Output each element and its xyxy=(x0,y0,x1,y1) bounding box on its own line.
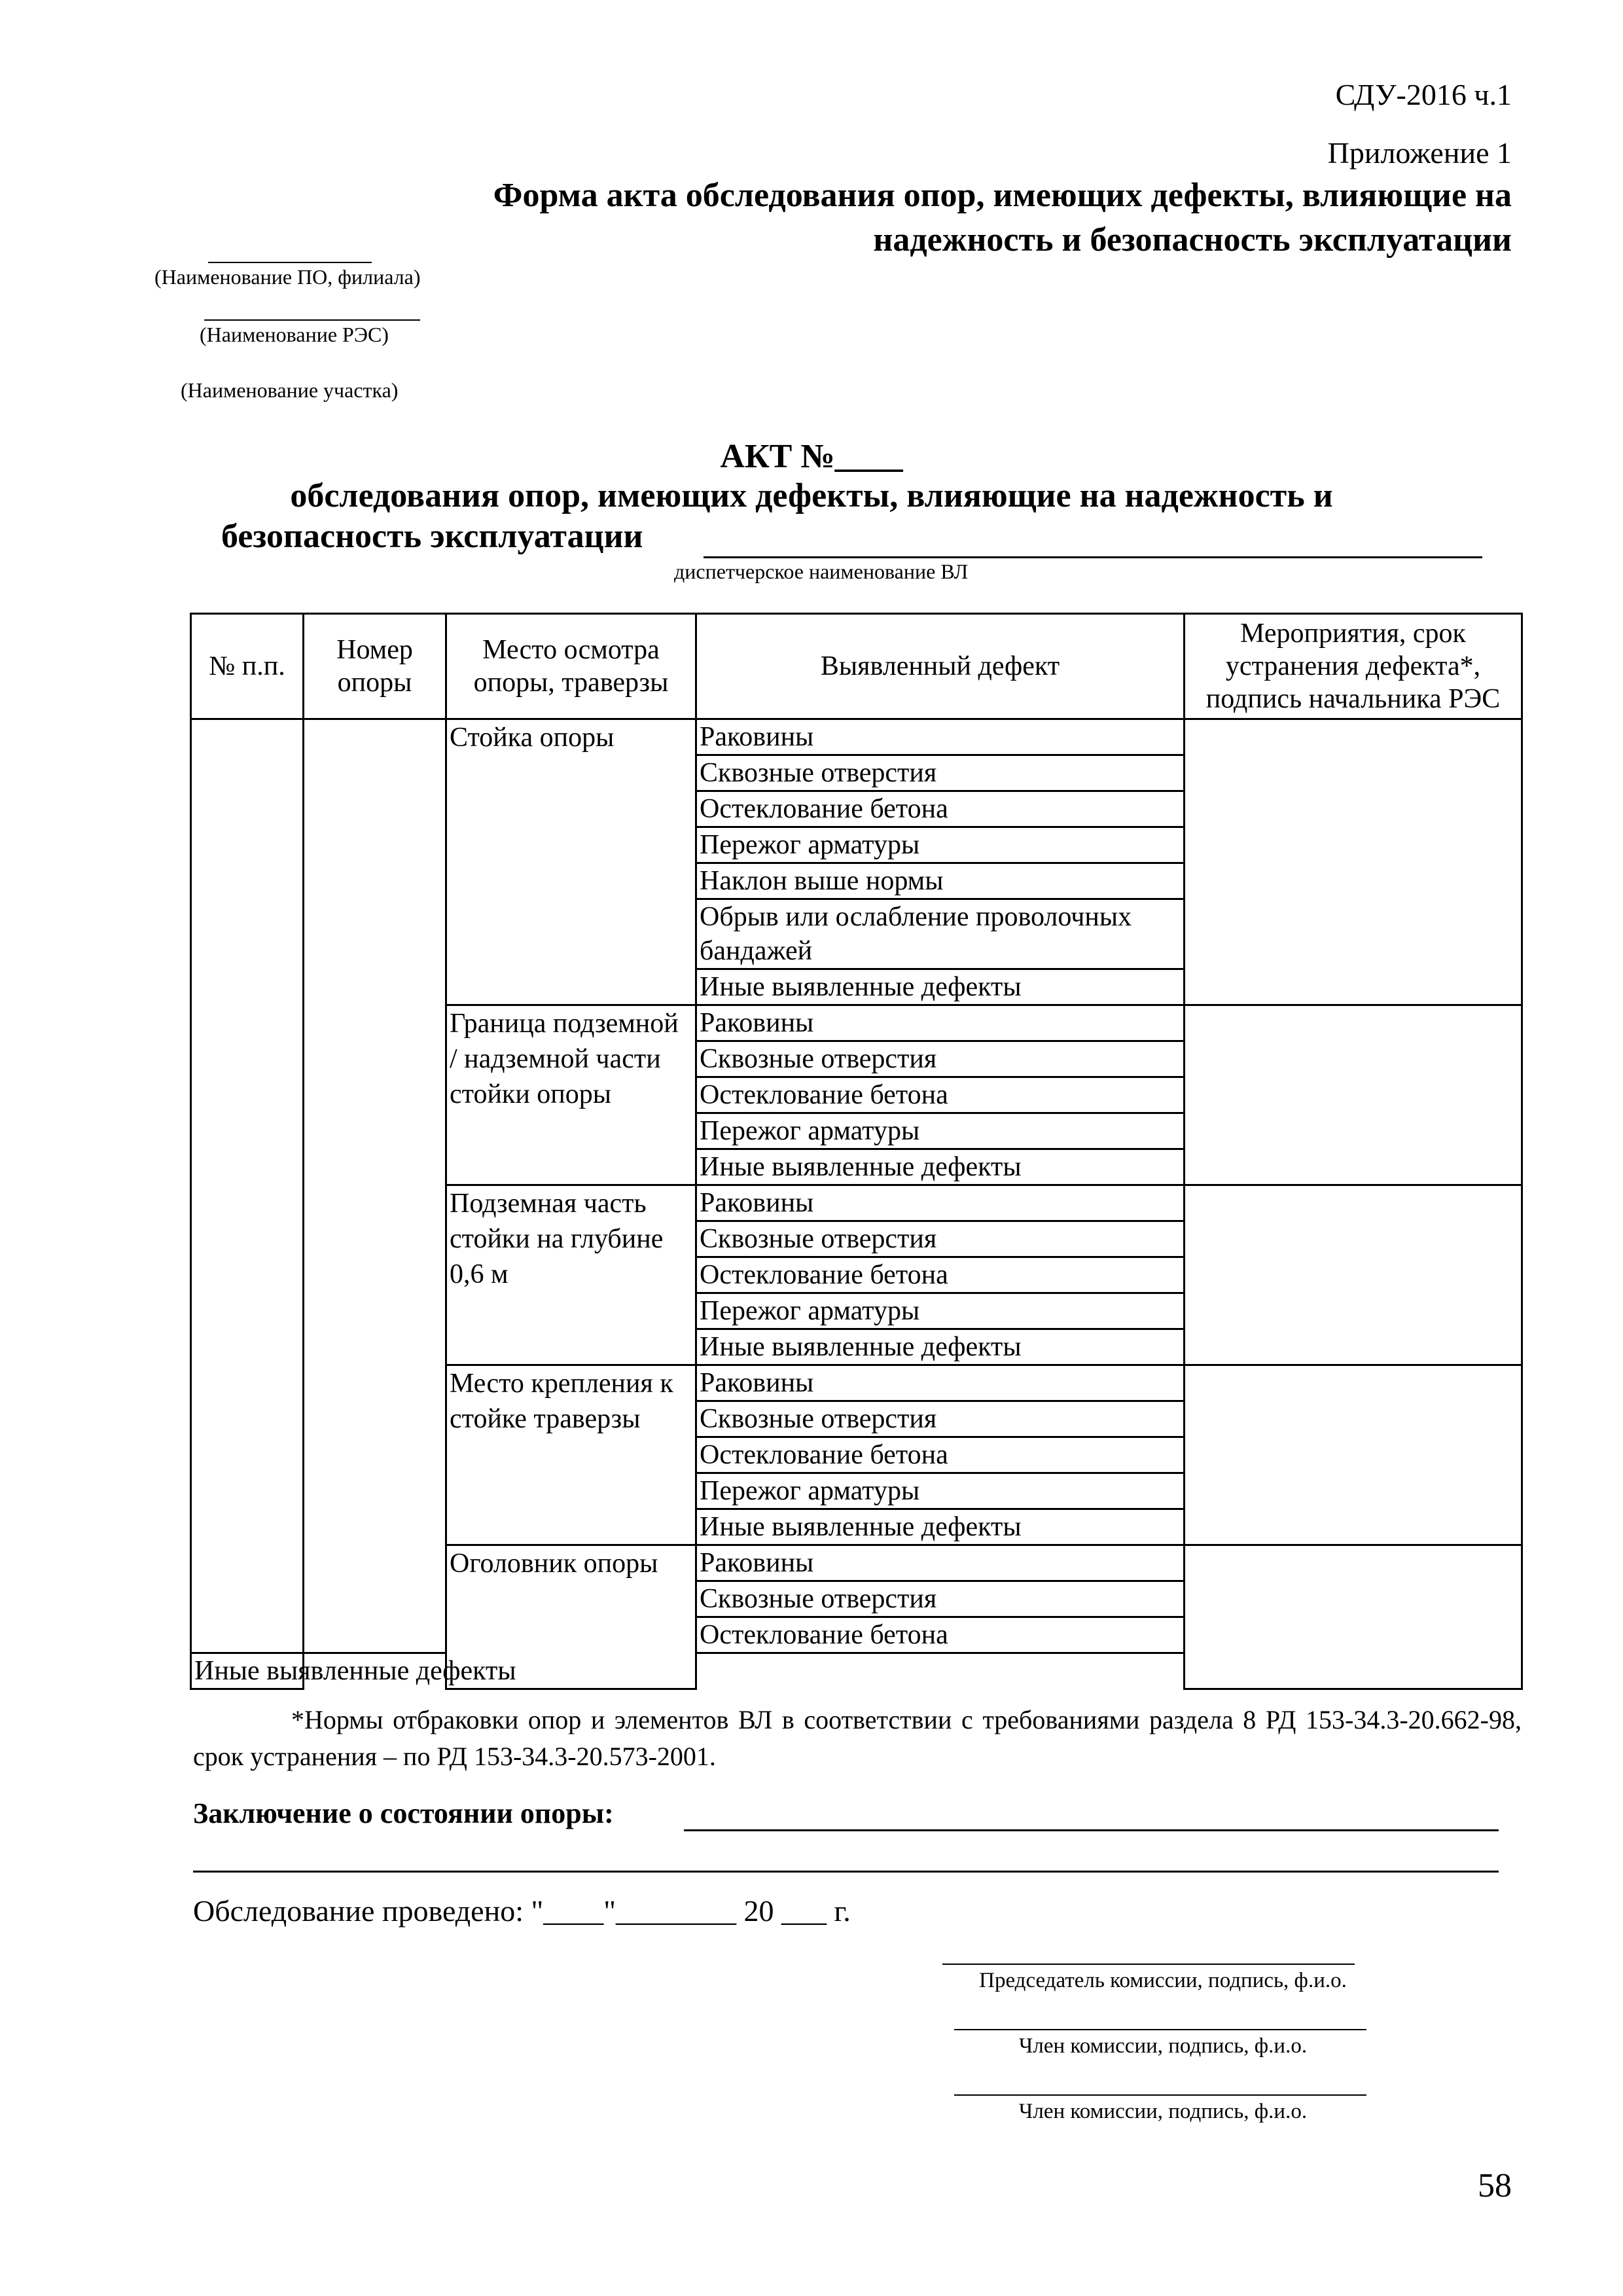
cell-place-5: Оголовник опоры xyxy=(446,1545,696,1689)
defect-cell[interactable]: Иные выявленные дефекты xyxy=(191,1653,304,1689)
member-1-signature-caption: Член комиссии, подпись, ф.и.о. xyxy=(1018,2034,1308,2058)
col-header-support-number: Номер опоры xyxy=(304,614,446,719)
defect-cell[interactable]: Иные выявленные дефекты xyxy=(696,1149,1185,1185)
defect-cell[interactable]: Иные выявленные дефекты xyxy=(696,969,1185,1005)
table-header-row xyxy=(191,614,1522,719)
act-title-line-2: безопасность эксплуатации xyxy=(221,518,643,555)
vl-name-caption: диспетчерское наименование ВЛ xyxy=(674,560,969,583)
defect-cell[interactable]: Сквозные отверстия xyxy=(696,1041,1185,1077)
defect-cell[interactable]: Раковины xyxy=(696,1365,1185,1401)
form-title xyxy=(268,173,1512,262)
cell-measures-2[interactable] xyxy=(1185,1005,1522,1185)
cell-item-number[interactable] xyxy=(191,719,304,1653)
act-number: АКТ №____ xyxy=(720,438,903,475)
table-row xyxy=(191,719,1522,755)
col-header-no: № п.п. xyxy=(191,614,304,719)
chairman-signature-line[interactable] xyxy=(942,1964,1355,1965)
cell-place-3: Подземная часть стойки на глубине 0,6 м xyxy=(446,1185,696,1365)
po-name-line[interactable] xyxy=(208,262,372,263)
defect-cell[interactable]: Раковины xyxy=(696,719,1185,755)
defect-cell[interactable]: Пережог арматуры xyxy=(696,827,1185,863)
page-number: 58 xyxy=(1478,2167,1512,2204)
defect-cell[interactable]: Пережог арматуры xyxy=(696,1113,1185,1149)
act-title-line-1: обследования опор, имеющих дефекты, влияющие на надежность и xyxy=(290,477,1333,514)
defect-cell[interactable]: Обрыв или ослабление проволочных бандажей xyxy=(696,899,1185,969)
member-2-signature-caption: Член комиссии, подпись, ф.и.о. xyxy=(1018,2100,1308,2123)
cell-measures-3[interactable] xyxy=(1185,1185,1522,1365)
defect-cell[interactable]: Сквозные отверстия xyxy=(696,1581,1185,1617)
cell-measures-1[interactable] xyxy=(1185,719,1522,1005)
cell-place-4: Место крепления к стойке траверзы xyxy=(446,1365,696,1545)
defect-cell[interactable]: Остеклование бетона xyxy=(696,1257,1185,1293)
conclusion-line-2[interactable] xyxy=(193,1871,1499,1873)
defect-cell[interactable]: Пережог арматуры xyxy=(696,1473,1185,1509)
cell-measures-5[interactable] xyxy=(1185,1545,1522,1689)
document-code: СДУ-2016 ч.1 xyxy=(1335,78,1512,111)
defect-cell[interactable]: Остеклование бетона xyxy=(696,1437,1185,1473)
col-header-measures: Мероприятия, срок устранения дефекта*, подпись начальника РЭС xyxy=(1185,614,1522,719)
conclusion-label: Заключение о состоянии опоры: xyxy=(193,1797,614,1829)
form-title-line-2: надежность и безопасность эксплуатации xyxy=(873,221,1512,259)
defect-cell[interactable]: Раковины xyxy=(696,1005,1185,1041)
defect-cell[interactable]: Остеклование бетона xyxy=(696,791,1185,827)
form-title-line-1: Форма акта обследования опор, имеющих дефекты, влияющие на xyxy=(493,177,1512,214)
res-name-caption: (Наименование РЭС) xyxy=(200,323,389,346)
res-name-line[interactable] xyxy=(204,319,420,321)
member-1-signature-line[interactable] xyxy=(954,2029,1366,2030)
defect-cell[interactable]: Иные выявленные дефекты xyxy=(696,1509,1185,1545)
appendix-label: Приложение 1 xyxy=(1327,136,1512,170)
defect-cell[interactable]: Остеклование бетона xyxy=(696,1617,1185,1653)
cell-measures-4[interactable] xyxy=(1185,1365,1522,1545)
cell-place-1: Стойка опоры xyxy=(446,719,696,1005)
cell-place-2: Граница подземной / надземной части стойки опоры xyxy=(446,1005,696,1185)
defect-cell[interactable]: Сквозные отверстия xyxy=(696,1221,1185,1257)
section-name-caption: (Наименование участка) xyxy=(181,378,399,402)
vl-name-line[interactable] xyxy=(704,556,1482,558)
col-header-inspection-place: Место осмотра опоры, траверзы xyxy=(446,614,696,719)
inspection-table xyxy=(190,613,1523,1690)
conclusion-line-1[interactable] xyxy=(684,1829,1499,1831)
member-2-signature-line[interactable] xyxy=(954,2094,1366,2096)
po-name-caption: (Наименование ПО, филиала) xyxy=(154,265,421,289)
col-header-defect: Выявленный дефект xyxy=(696,614,1185,719)
defect-cell[interactable]: Иные выявленные дефекты xyxy=(696,1329,1185,1365)
chairman-signature-caption: Председатель комиссии, подпись, ф.и.о. xyxy=(979,1969,1347,1992)
defect-cell[interactable]: Раковины xyxy=(696,1185,1185,1221)
defect-cell[interactable]: Сквозные отверстия xyxy=(696,1401,1185,1437)
defect-cell[interactable]: Сквозные отверстия xyxy=(696,755,1185,791)
defect-cell[interactable]: Остеклование бетона xyxy=(696,1077,1185,1113)
footnote: *Нормы отбраковки опор и элементов ВЛ в соответствии с требованиями раздела 8 РД 153-34.3-20.662-98, срок устранения – по РД 153-34.3-20.573-2001. xyxy=(193,1705,1522,1771)
defect-cell[interactable]: Наклон выше нормы xyxy=(696,863,1185,899)
defect-cell[interactable]: Пережог арматуры xyxy=(696,1293,1185,1329)
defect-cell[interactable]: Раковины xyxy=(696,1545,1185,1581)
cell-support-number[interactable] xyxy=(304,719,446,1653)
survey-date: Обследование проведено: "____"________ 20 ___ г. xyxy=(193,1894,851,1928)
